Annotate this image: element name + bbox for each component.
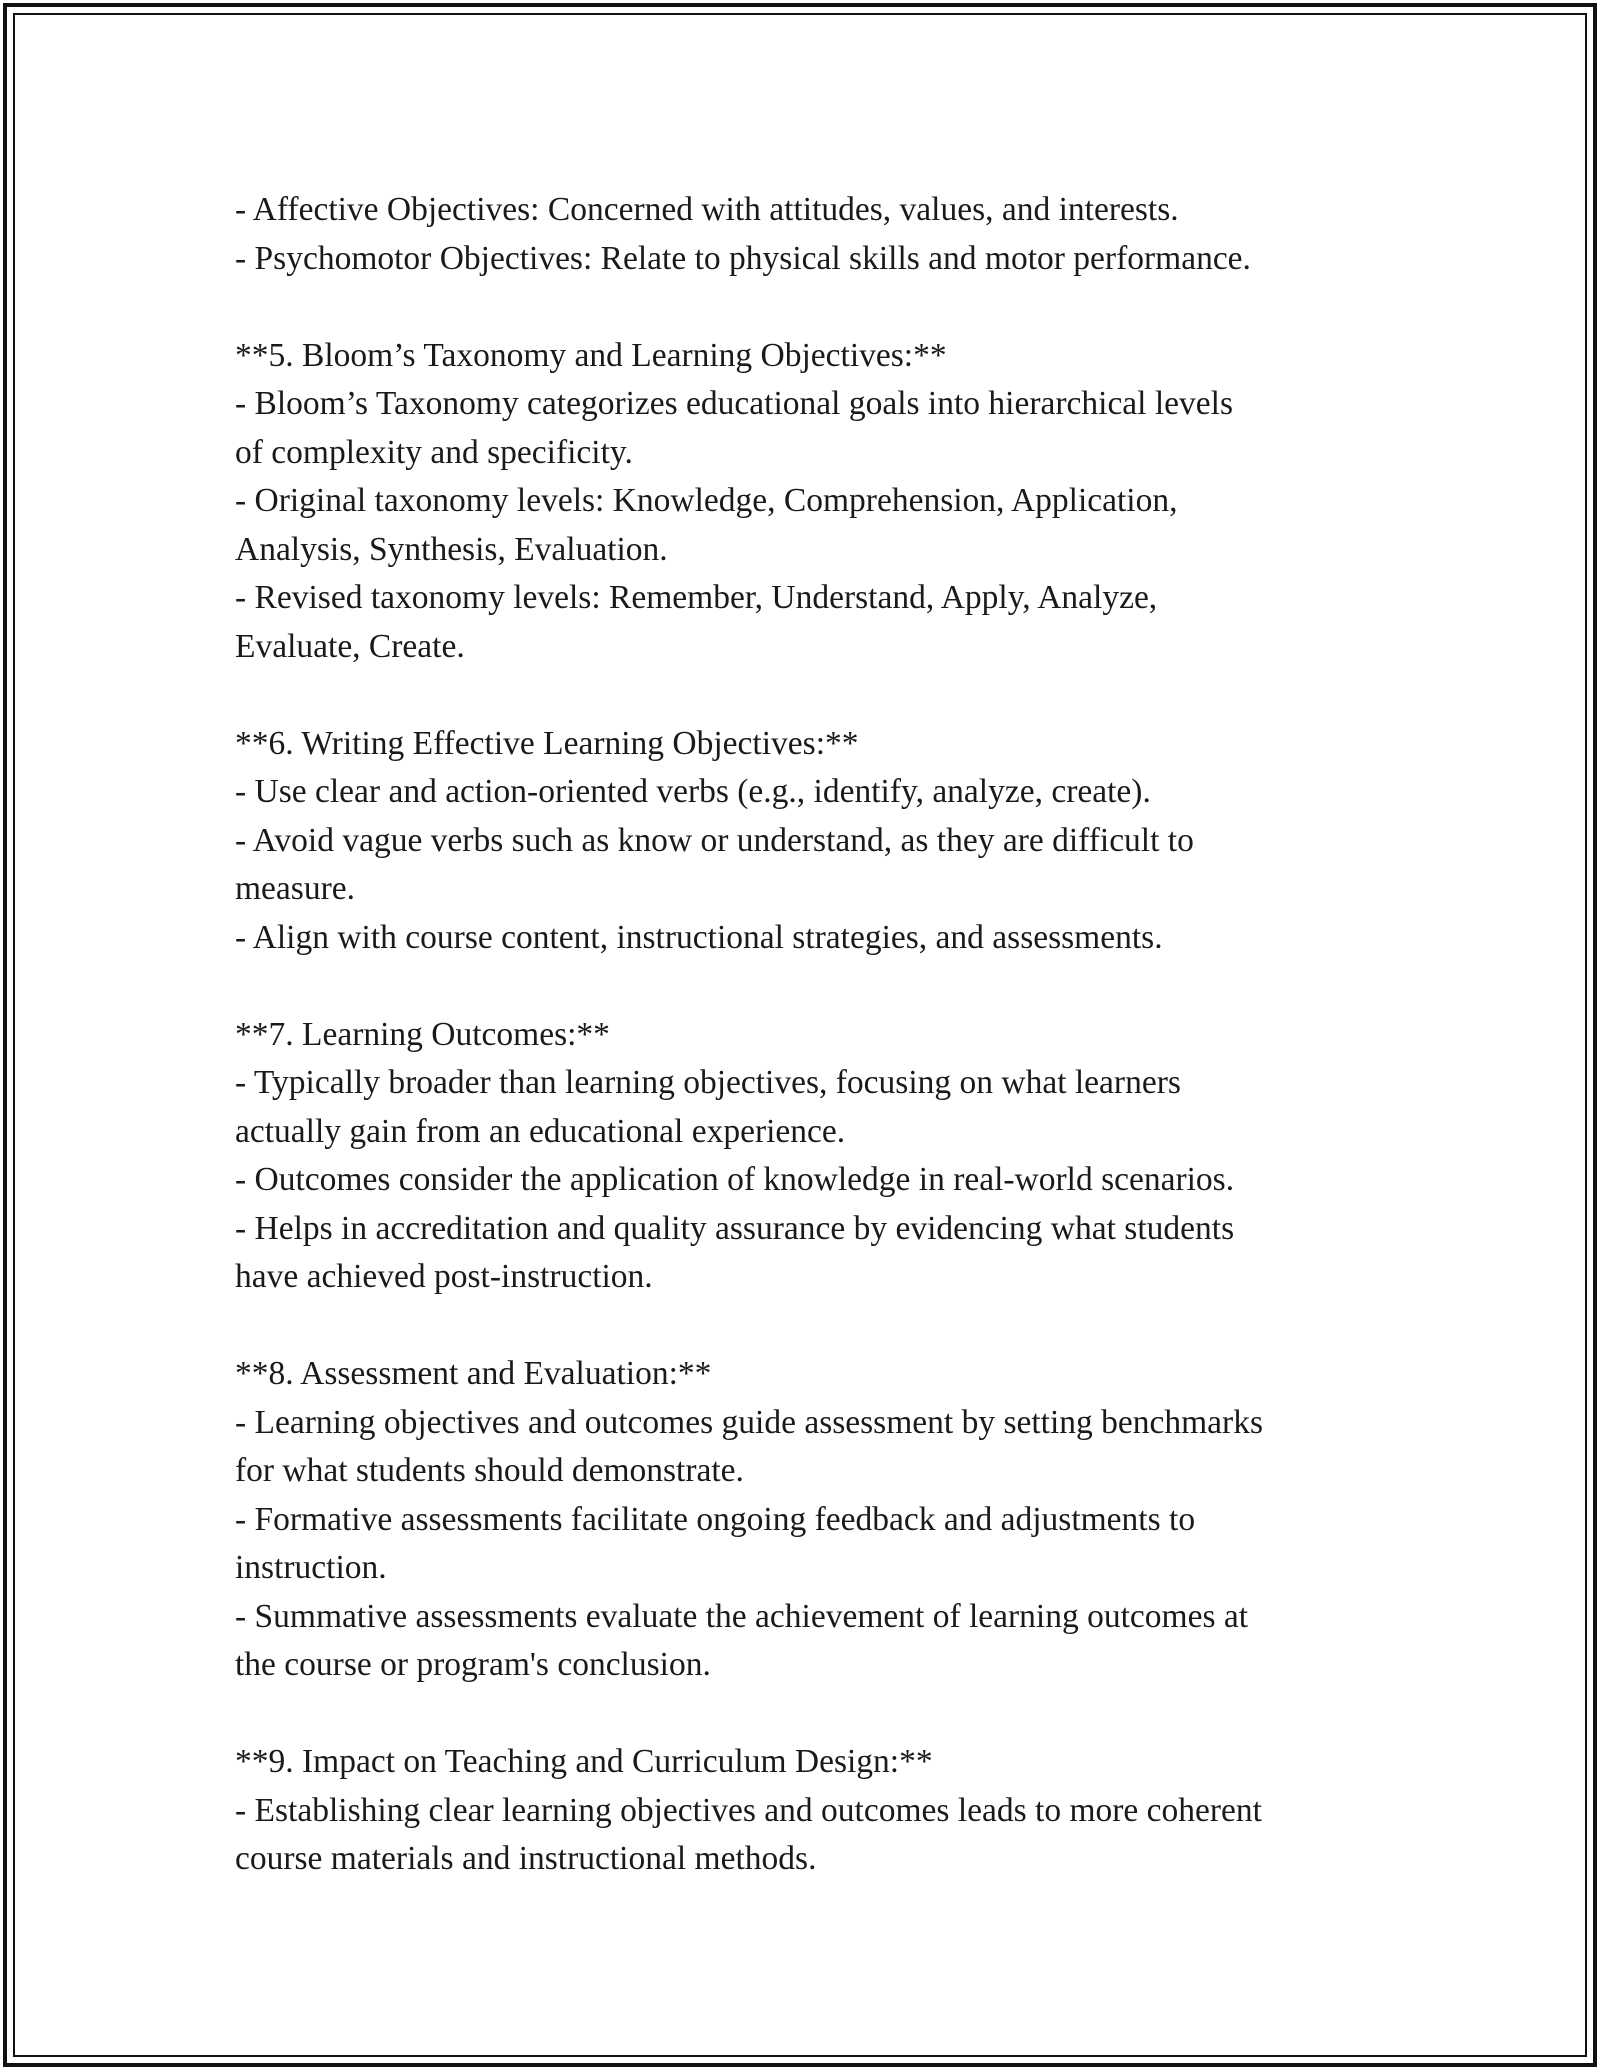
section-heading: **7. Learning Outcomes:** xyxy=(235,1015,610,1053)
text-line: - Helps in accreditation and quality assurance by evidencing what students xyxy=(235,1209,1235,1247)
text-line: measure. xyxy=(235,870,355,907)
text-line: of complexity and specificity. xyxy=(235,433,633,471)
text-line: have achieved post-instruction. xyxy=(235,1258,653,1295)
text-line: - Affective Objectives: Concerned with attitudes, values, and interests. xyxy=(235,191,1179,228)
text-line: - Formative assessments facilitate ongoing feedback and adjustments to xyxy=(235,1500,1196,1538)
text-line: - Establishing clear learning objectives and outcomes leads to more coherent xyxy=(235,1791,1262,1829)
text-line: - Avoid vague verbs such as know or understand, as they are difficult to xyxy=(235,821,1194,859)
text-line: Evaluate, Create. xyxy=(235,627,465,665)
text-line: - Psychomotor Objectives: Relate to physical skills and motor performance. xyxy=(235,239,1251,277)
text-line: - Summative assessments evaluate the achievement of learning outcomes at xyxy=(235,1597,1249,1635)
text-line: - Typically broader than learning objectives, focusing on what learners xyxy=(235,1064,1181,1101)
text-line: - Bloom’s Taxonomy categorizes educational goals into hierarchical levels xyxy=(235,385,1233,422)
text-line: - Outcomes consider the application of knowledge in real-world scenarios. xyxy=(235,1161,1235,1198)
text-line: - Revised taxonomy levels: Remember, Understand, Apply, Analyze, xyxy=(235,579,1158,616)
document-body xyxy=(235,186,1375,1884)
section-heading: **8. Assessment and Evaluation:** xyxy=(235,1355,712,1392)
blank-line xyxy=(235,671,1375,720)
text-line: - Learning objectives and outcomes guide assessment by setting benchmarks xyxy=(235,1403,1263,1441)
text-line: - Align with course content, instructional strategies, and assessments. xyxy=(235,918,1163,956)
section-heading: **6. Writing Effective Learning Objectives:** xyxy=(235,724,859,762)
text-line: instruction. xyxy=(235,1549,387,1586)
section-heading: **5. Bloom’s Taxonomy and Learning Objectives:** xyxy=(235,336,947,374)
text-line: the course or program's conclusion. xyxy=(235,1646,711,1683)
section-heading: **9. Impact on Teaching and Curriculum Design:** xyxy=(235,1743,933,1780)
text-line: - Original taxonomy levels: Knowledge, Comprehension, Application, xyxy=(235,482,1178,519)
text-line: actually gain from an educational experience. xyxy=(235,1112,846,1150)
text-line: - Use clear and action-oriented verbs (e.g., identify, analyze, create). xyxy=(235,773,1151,810)
text-line: for what students should demonstrate. xyxy=(235,1452,744,1489)
text-line: Analysis, Synthesis, Evaluation. xyxy=(235,530,668,568)
text-line: course materials and instructional methods. xyxy=(235,1840,817,1877)
blank-line xyxy=(235,283,1375,332)
blank-line xyxy=(235,962,1375,1011)
blank-line xyxy=(235,1302,1375,1351)
blank-line xyxy=(235,1690,1375,1739)
